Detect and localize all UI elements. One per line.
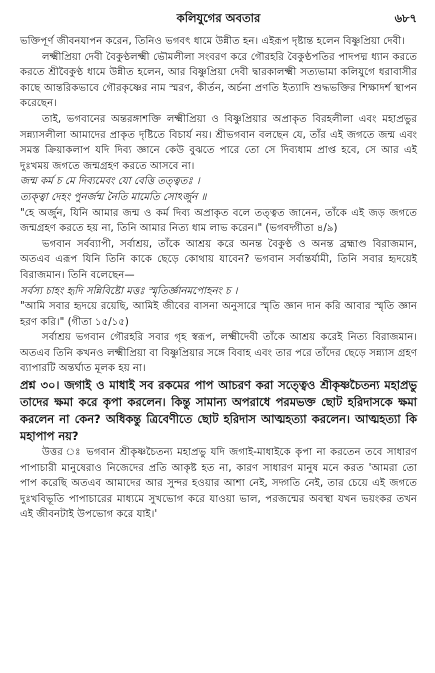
answer-30: উত্তর ঃ ভগবান শ্রীকৃষ্ণচৈতন্য মহাপ্রভু যদি জগাই-মাধাইকে কৃপা না করতেন তবে সাধারণ পাপাচারী মানুষেরাও নিজেদের প্রতি আকৃষ্ট হত না, কারণ সাধারণ মানুষ মনে করত 'আমরা তো পাপ করেছি অতএব আমাদের আর সুন্দর হওয়ার আশা নেই, সদ্গতি নেই, তার চেয়ে এই জগতে দুঃখবিভূতি পাপাচারের মাধ্যমে সুখভোগ করে যাওয়া ভাল, পরজন্মের অবস্থা যখন ভয়ংকর তখন এই জীবনটাই উপভোগ করে যাই।'	[20, 447, 417, 521]
verse-line: জন্ম কর্ম চ মে দিব্যমেবং যো বেত্তি তত্ত্বতঃ ।	[20, 176, 200, 188]
running-title: কলিযুগের অবতার	[176, 11, 261, 25]
page-body	[20, 34, 417, 523]
paragraph: লক্ষ্মীপ্রিয়া দেবী বৈকুণ্ঠলক্ষ্মী ভৌমলীলা সংবরণ করে গৌরহরি বৈকুণ্ঠপতির পাদপদ্ম ধ্যান করতে করতে শ্রীবৈকুণ্ঠ ধামে উন্নীত হলেন, আর বিষ্ণুপ্রিয়া দেবী দ্বারকালক্ষ্মী সত্যভামা কলিযুগে ধরাবাসীর কাছে আন্তরিকভাবে গৌরকৃষ্ণের নাম স্মরণ, কীর্তন, অর্চনা প্রণতি ইত্যাদি শুদ্ধভক্তির শিক্ষাদর্শ স্থাপন করেছেন।	[20, 51, 417, 110]
page-number: ৬৮৭	[394, 11, 417, 25]
paragraph: সর্বাশ্রয় ভগবান গৌরহরি সবার গৃহ স্বরূপ, লক্ষ্মীদেবী তাঁকে আশ্রয় করেই নিত্য বিরাজমান। অতএব তিনি কখনও লক্ষ্মীপ্রিয়া বা বিষ্ণুপ্রিয়ার সঙ্গে বিবাহ এবং তার পরে তাঁদের ছেড়ে সন্ন্যাস গ্রহণ ব্যাপারটি অন্তর্ঘাত মূলক হয় না।	[20, 332, 417, 375]
verse-line: সর্বস্য চাহং হৃদি সন্নিবিষ্টো মত্তঃ স্মৃতির্জ্ঞানমপোহনং চ ।	[20, 285, 238, 297]
paragraph: ভগবান সর্বব্যাপী, সর্বাশ্রয়, তাঁকে আশ্রয় করে অনন্ত বৈকুণ্ঠ ও অনন্ত ব্রহ্মাণ্ড বিরাজমান, অতএব এরূপ যিনি তিনি কাকে ছেড়ে কোথায় যাবেন? ভগবান সর্বান্তর্যামী, তিনি সবার হৃদয়েই বিরাজমান। তিনি বলেছেন—	[20, 238, 417, 281]
verse-translation: "আমি সবার হৃদয়ে রয়েছি, আমিই জীবের বাসনা অনুসারে স্মৃতি জ্ঞান দান করি আবার স্মৃতি জ্ঞান হরণ করি।" (গীতা ১৫/১৫)	[20, 301, 417, 328]
paragraph: তাই, ভগবানের অন্তরঙ্গাশক্তি লক্ষ্মীপ্রিয়া ও বিষ্ণুপ্রিয়ার অপ্রাকৃত বিরহলীলা এবং মহাপ্রভুর সন্ন্যাসলীলা আমাদের প্রাকৃত দৃষ্টিতে বিচার্য নয়। শ্রীভগবান বলছেন যে, তাঁর এই জগতে জন্ম এবং সমস্ত ক্রিয়াকলাপ যদি দিব্য জ্ঞানে কেউ বুঝতে পারে তো সে দিব্যধাম প্রাপ্ত হবে, সে আর এই দুঃখময় জগতে জন্মগ্রহণ করতে আসবে না।	[20, 113, 417, 172]
paragraph: ভক্তিপূর্ণ জীবনযাপন করেন, তিনিও ভগবৎ ধামে উন্নীত হন। এইরূপ দৃষ্টান্ত হলেন বিষ্ণুপ্রিয়া দেবী।	[20, 36, 405, 47]
page-header	[20, 10, 417, 28]
verse-line: ত্যক্ত্বা দেহং পুনর্জন্ম নৈতি মামেতি সোঽর্জুন ॥	[20, 191, 207, 203]
question-30: প্রশ্ন ৩০। জগাই ও মাধাই সব রকমের পাপ আচরণ করা সত্ত্বেও শ্রীকৃষ্ণচৈতন্য মহাপ্রভু তাদের ক্ষমা করে কৃপা করলেন। কিন্তু সামান্য অপরাধে পরমভক্ত ছোট হরিদাসকে ক্ষমা করলেন না কেন? অধিকন্তু ত্রিবেণীতে ছোট হরিদাস আত্মহত্যা করলেন। আত্মহত্যা কি মহাপাপ নয়?	[20, 378, 417, 444]
verse-translation: "হে অর্জুন, যিনি আমার জন্ম ও কর্ম দিব্য অপ্রাকৃত বলে তত্ত্বত জানেন, তাঁকে এই জড় জগতে জন্মগ্রহণ করতে হয় না, তিনি আমার নিত্য ধাম লাভ করেন।" (ভগবদ্গীতা ৪/৯)	[20, 207, 417, 235]
